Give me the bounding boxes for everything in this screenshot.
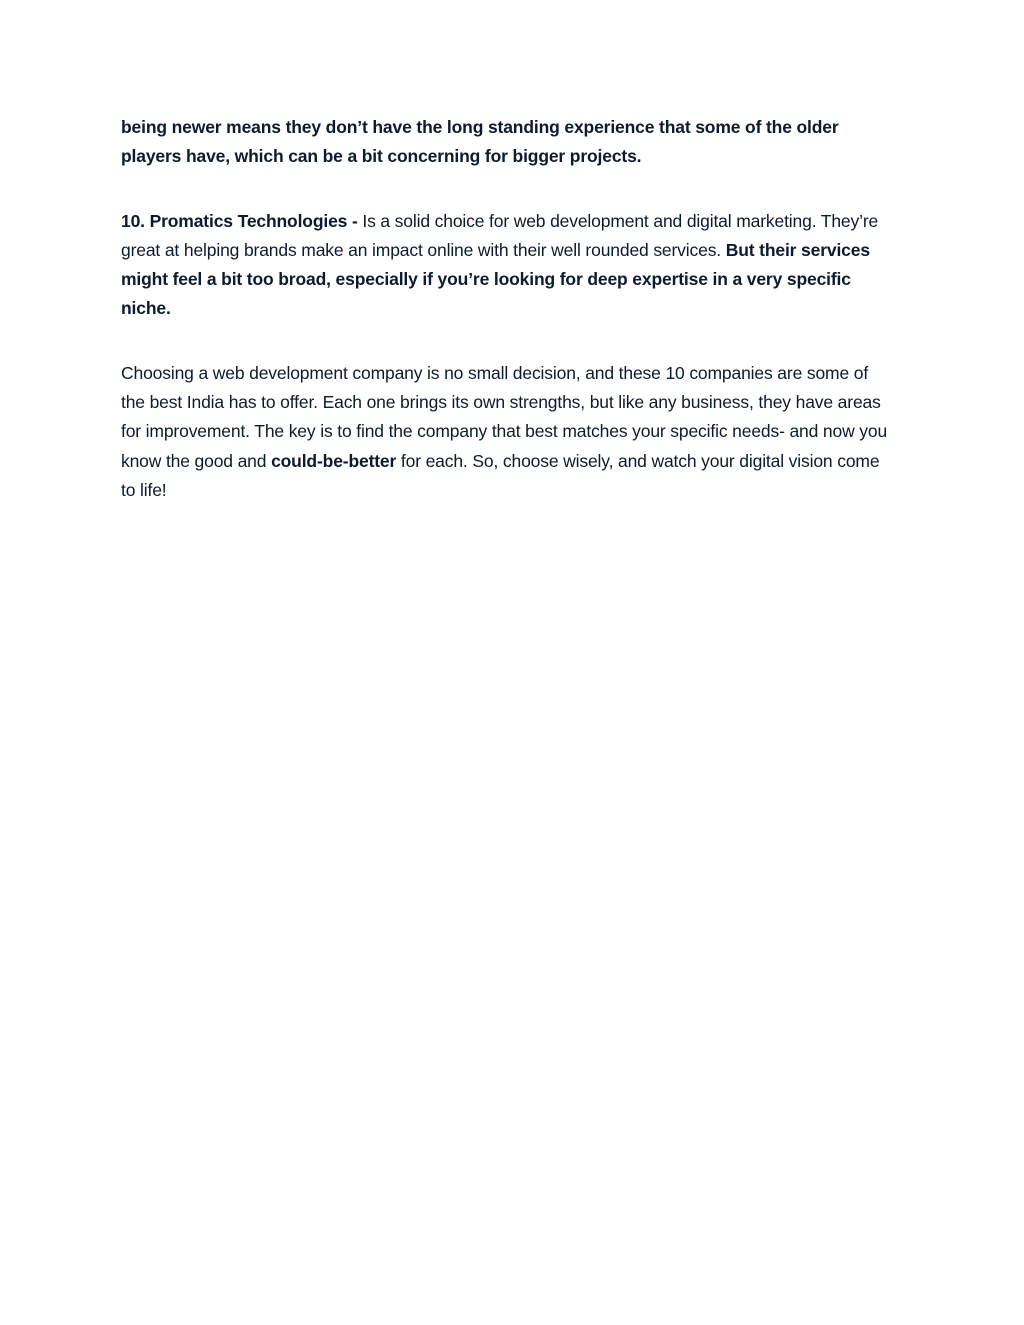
paragraph-promatics-technologies <box>121 207 891 324</box>
bold-text: But their services might feel a bit too broad, especially if you’re looking for deep expertise in a very specific niche. <box>121 239 870 319</box>
paragraph-conclusion <box>121 359 891 505</box>
paragraph-continuation <box>121 113 891 172</box>
paragraph-text: Choosing a web development company is no small decision, and these 10 companies are some of the best India has to offer. Each one brings its own strengths, but like any business, they have areas for improvement. The key is to find the company that best matches your specific needs- and now you know the good and <box>121 362 888 471</box>
document-body <box>121 113 891 540</box>
bold-text: could-be-better <box>271 450 397 471</box>
paragraph-text-end: for each. So, choose wisely, and watch your digital vision come to life! <box>121 450 880 500</box>
company-heading: 10. Promatics Technologies - <box>121 210 358 231</box>
paragraph-text: Is a solid choice for web development and digital marketing. They’re great at helping brands make an impact online with their well rounded services. <box>121 210 879 260</box>
bold-text: being newer means they don’t have the long standing experience that some of the older players have, which can be a bit concerning for bigger projects. <box>121 117 839 167</box>
